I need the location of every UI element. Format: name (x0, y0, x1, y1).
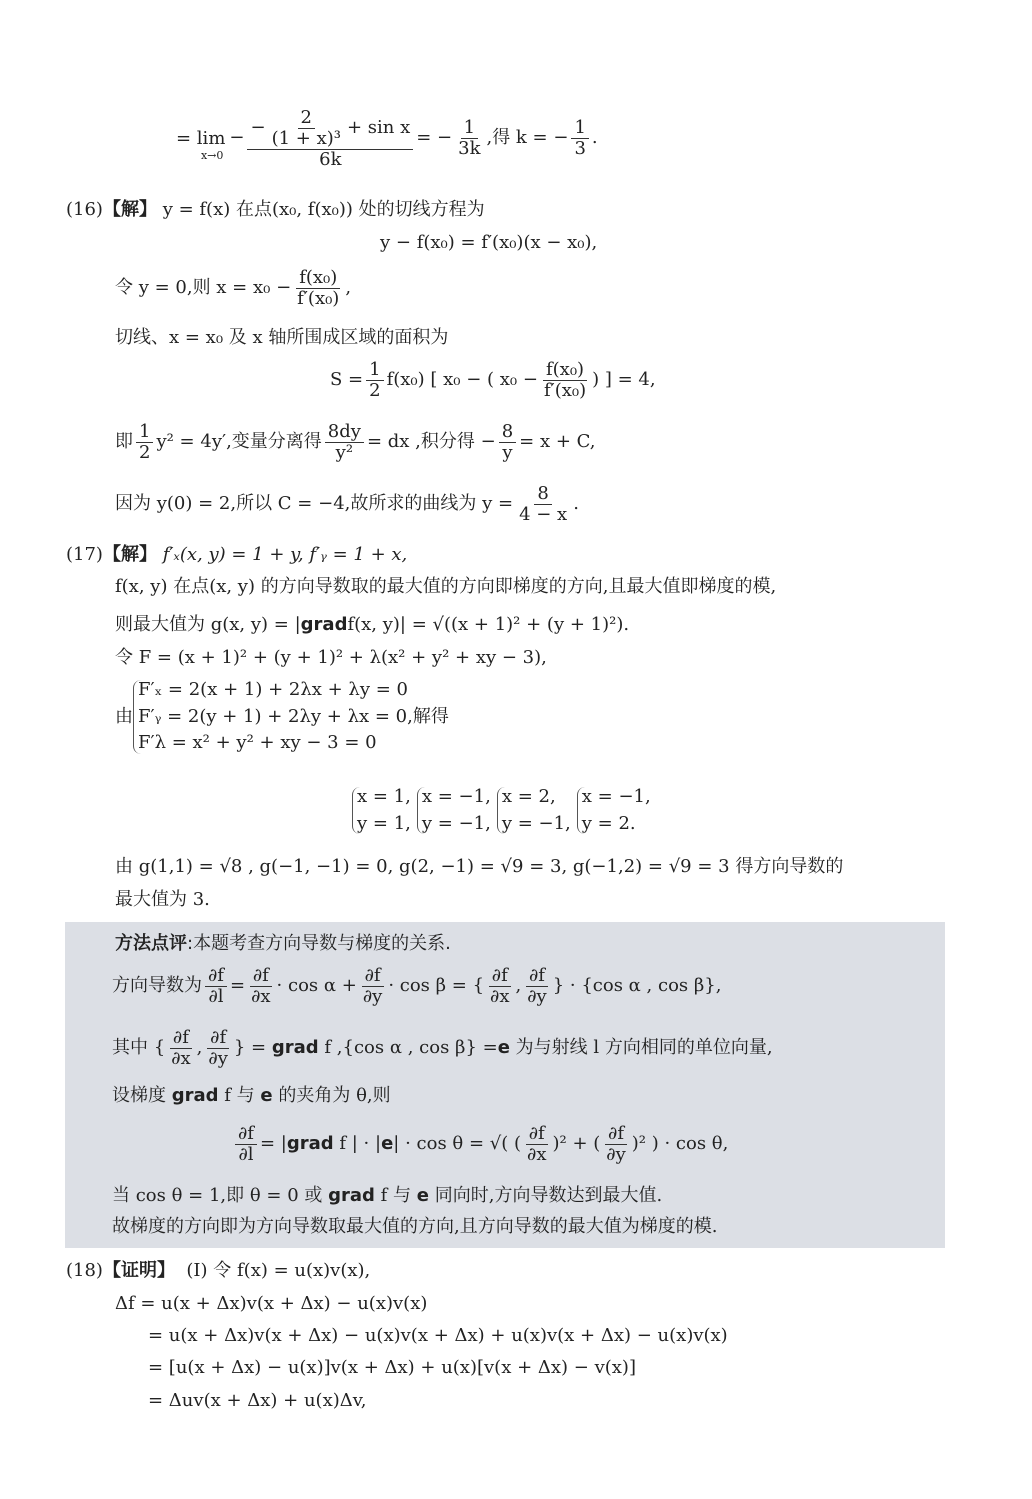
den: f′(x₀) (543, 379, 587, 401)
proof-tag: 【证明】 (102, 1260, 175, 1281)
problem-16-header (66, 200, 485, 221)
den: 2 (139, 441, 151, 463)
num: 1 (136, 422, 153, 443)
den: ∂x (527, 1143, 547, 1165)
grad: grad (171, 1085, 219, 1106)
fraction (603, 1124, 628, 1165)
text: :本题考查方向导数与梯度的关系. (187, 933, 451, 954)
solution-tag: 【解】 (102, 544, 157, 565)
num: 1 (571, 118, 588, 139)
den: ∂y (208, 1047, 228, 1069)
gradient-definition (112, 1028, 773, 1069)
angle-line (112, 1086, 391, 1107)
y: y = −1, (421, 812, 491, 834)
den: ∂y (527, 985, 547, 1007)
text: } · {cos α , cos β}, (552, 974, 722, 996)
den: ∂y (362, 985, 383, 1007)
limit-equation (176, 108, 598, 169)
problem-number: (17) (66, 544, 103, 565)
fraction (294, 268, 342, 309)
text: · cos β = { (388, 974, 485, 996)
num: ∂f (605, 1124, 627, 1145)
text: 方向导数为 (112, 974, 202, 996)
text: f ,{cos α , cos β} = (324, 1036, 498, 1058)
num: ∂f (205, 966, 227, 987)
max-value-line (115, 615, 629, 636)
fraction (455, 118, 483, 159)
fraction (168, 1028, 193, 1069)
solution (497, 787, 571, 834)
fraction (205, 966, 227, 1007)
den: 3 (574, 138, 586, 160)
x: x = −1, (421, 786, 491, 807)
num: ∂f (235, 1124, 257, 1145)
grad: grad (300, 614, 348, 635)
num: ∂f (489, 966, 511, 987)
fraction (366, 360, 383, 401)
fraction (571, 118, 588, 159)
text: 其中 { (112, 1036, 166, 1058)
den: 2 (369, 379, 381, 401)
grad: grad (271, 1036, 319, 1058)
text: 因为 y(0) = 2,所以 C = −4,故所求的曲线为 y = (115, 492, 514, 514)
solution (352, 787, 411, 834)
text: | · cos θ = √( ( (393, 1132, 522, 1154)
x: x = 2, (501, 786, 556, 807)
text: f(x, y)| = √((x + 1)² + (y + 1)²). (347, 614, 630, 635)
den: ∂l (238, 1143, 254, 1165)
equation: F′ᵧ = 2(y + 1) + 2λy + λx = 0,解得 (138, 705, 449, 727)
eq-text: = lim (176, 128, 226, 150)
text: f 与 (224, 1085, 255, 1106)
text: f 与 (380, 1185, 412, 1206)
limit-subscript: x→0 (200, 148, 224, 162)
solution (417, 787, 491, 834)
solution (577, 787, 651, 834)
den: 4 − x (519, 503, 568, 525)
numerator (247, 108, 413, 150)
num: 1 (366, 360, 383, 381)
minus: − (229, 127, 245, 149)
grad: grad (328, 1185, 375, 1206)
text: . (573, 492, 579, 514)
text: f | · | (339, 1132, 382, 1154)
system-brace (133, 680, 449, 754)
den: y (502, 441, 513, 463)
grad: grad (286, 1132, 334, 1154)
text-line: 由 g(1,1) = √8 , g(−1, −1) = 0, g(2, −1) = √9 = 3, g(−1,2) = √9 = 3 得方向导数的 (115, 856, 844, 877)
y: y = 2. (581, 812, 636, 834)
x: x = 1, (357, 786, 411, 807)
vector-e: e (381, 1132, 394, 1154)
delta-f-line: Δf = u(x + Δx)v(x + Δx) − u(x)v(x) (115, 1293, 428, 1314)
fraction (205, 1028, 230, 1069)
equation: F′ₓ = 2(x + 1) + 2λx + λy = 0 (138, 679, 408, 700)
problem-number: (18) (66, 1260, 103, 1281)
num: 8dy (325, 422, 364, 443)
inner-fraction (269, 108, 344, 149)
problem-18-header (66, 1261, 370, 1282)
fraction (524, 1124, 549, 1165)
note-title-line (115, 934, 451, 955)
text: , (345, 276, 352, 298)
text: 同向时,方向导数达到最大值. (434, 1185, 663, 1206)
equation-system (115, 680, 455, 754)
text: 的夹角为 θ,则 (278, 1085, 391, 1106)
text: . (591, 127, 598, 149)
problem-17-header (66, 545, 407, 566)
text: = dx ,积分得 − (366, 430, 496, 452)
limit-operator (176, 129, 225, 162)
text: 当 cos θ = 1,即 θ = 0 或 (112, 1185, 323, 1206)
text: = | (259, 1132, 287, 1154)
text: f′ₓ(x, y) = 1 + y, f′ᵧ = 1 + x, (162, 544, 408, 565)
gradient-formula (232, 1124, 728, 1165)
y: y = −1, (501, 812, 571, 834)
text: )² + ( (552, 1132, 601, 1154)
den: 3k (458, 138, 481, 160)
vector-e: e (260, 1085, 273, 1106)
vector-e: e (497, 1036, 510, 1058)
fraction (541, 360, 589, 401)
fraction (487, 966, 512, 1007)
vector-e: e (416, 1185, 430, 1206)
fraction (360, 966, 385, 1007)
limit-fraction (247, 108, 413, 169)
text: = (229, 974, 246, 996)
text: 则最大值为 g(x, y) = | (115, 614, 301, 635)
set-y-zero (115, 268, 351, 309)
text: 即 (115, 430, 133, 452)
text: } = (233, 1036, 267, 1058)
text: f(x₀) [ x₀ − ( x₀ − (386, 368, 538, 390)
num: f(x₀) (543, 360, 587, 381)
text: 为与射线 l 方向相同的单位向量, (515, 1036, 773, 1058)
num: ∂f (526, 1124, 548, 1145)
delta-f-line: = [u(x + Δx) − u(x)]v(x + Δx) + u(x)[v(x + Δx) − v(x)] (148, 1357, 636, 1378)
text: 令 y = 0,则 x = x₀ − (115, 276, 292, 298)
max-condition (112, 1186, 662, 1207)
text: y² = 4y′,变量分离得 (156, 430, 322, 452)
problem-number: (16) (66, 199, 103, 220)
fraction (136, 422, 153, 463)
den: ∂x (171, 1047, 191, 1069)
text: )² ) · cos θ, (631, 1132, 729, 1154)
separation-equation (115, 422, 595, 463)
text: 由 (115, 705, 133, 727)
note-title: 方法点评 (115, 933, 187, 954)
x: x = −1, (581, 786, 651, 807)
den: ∂x (251, 985, 271, 1007)
den: y² (335, 441, 354, 463)
solutions (352, 787, 657, 834)
lagrange-function: 令 F = (x + 1)² + (y + 1)² + λ(x² + y² + xy − 3), (115, 647, 547, 668)
text: ) ] = 4, (592, 368, 656, 390)
y: y = 1, (357, 812, 411, 834)
solution-tag: 【解】 (102, 199, 157, 220)
num: 8 (534, 484, 551, 505)
text: y = f(x) 在点(x₀, f(x₀)) 处的切线方程为 (162, 199, 485, 220)
denominator: 6k (319, 148, 342, 170)
text: = x + C, (519, 430, 596, 452)
curve-result (115, 484, 579, 525)
den: (1 + x)³ (271, 127, 341, 149)
text: ,得 k = − (486, 127, 569, 149)
fraction (248, 966, 273, 1007)
text: (Ⅰ) 令 f(x) = u(x)v(x), (186, 1260, 371, 1281)
num: 1 (461, 118, 478, 139)
num: ∂f (250, 966, 272, 987)
text: 设梯度 (112, 1085, 166, 1106)
num: f(x₀) (296, 268, 340, 289)
eq-text: = − (416, 127, 453, 149)
delta-f-line: = u(x + Δx)v(x + Δx) − u(x)v(x + Δx) + u(x)v(x + Δx) − u(x)v(x) (148, 1325, 728, 1346)
text: · cos α + (276, 974, 357, 996)
tail: + sin x (346, 117, 411, 139)
num: 2 (298, 108, 315, 129)
fraction (524, 966, 549, 1007)
num: ∂f (526, 966, 548, 987)
conclusion: 故梯度的方向即为方向导数取最大值的方向,且方向导数的最大值为梯度的模. (112, 1216, 718, 1237)
text: , (196, 1036, 203, 1058)
area-equation (330, 360, 656, 401)
fraction (325, 422, 364, 463)
num: 8 (499, 422, 516, 443)
text: , (515, 974, 522, 996)
den: ∂x (490, 985, 510, 1007)
equation: F′λ = x² + y² + xy − 3 = 0 (138, 732, 377, 754)
den: ∂y (606, 1143, 626, 1165)
den: ∂l (208, 985, 224, 1007)
text-line: f(x, y) 在点(x, y) 的方向导数取的最大值的方向即梯度的方向,且最大值即梯度的模, (115, 576, 777, 597)
num: ∂f (207, 1028, 229, 1049)
fraction (499, 422, 516, 463)
fraction (516, 484, 570, 525)
fraction (235, 1124, 257, 1165)
num: ∂f (362, 966, 384, 987)
text-line: 最大值为 3. (115, 889, 210, 910)
num: ∂f (170, 1028, 192, 1049)
minus: − (250, 117, 266, 139)
text: S = (330, 368, 364, 390)
tangent-equation: y − f(x₀) = f′(x₀)(x − x₀), (380, 232, 598, 253)
delta-f-line: = Δuv(x + Δx) + u(x)Δv, (148, 1390, 367, 1411)
directional-derivative-formula (112, 966, 721, 1007)
area-text: 切线、x = x₀ 及 x 轴所围成区域的面积为 (115, 327, 449, 348)
den: f′(x₀) (297, 287, 340, 309)
